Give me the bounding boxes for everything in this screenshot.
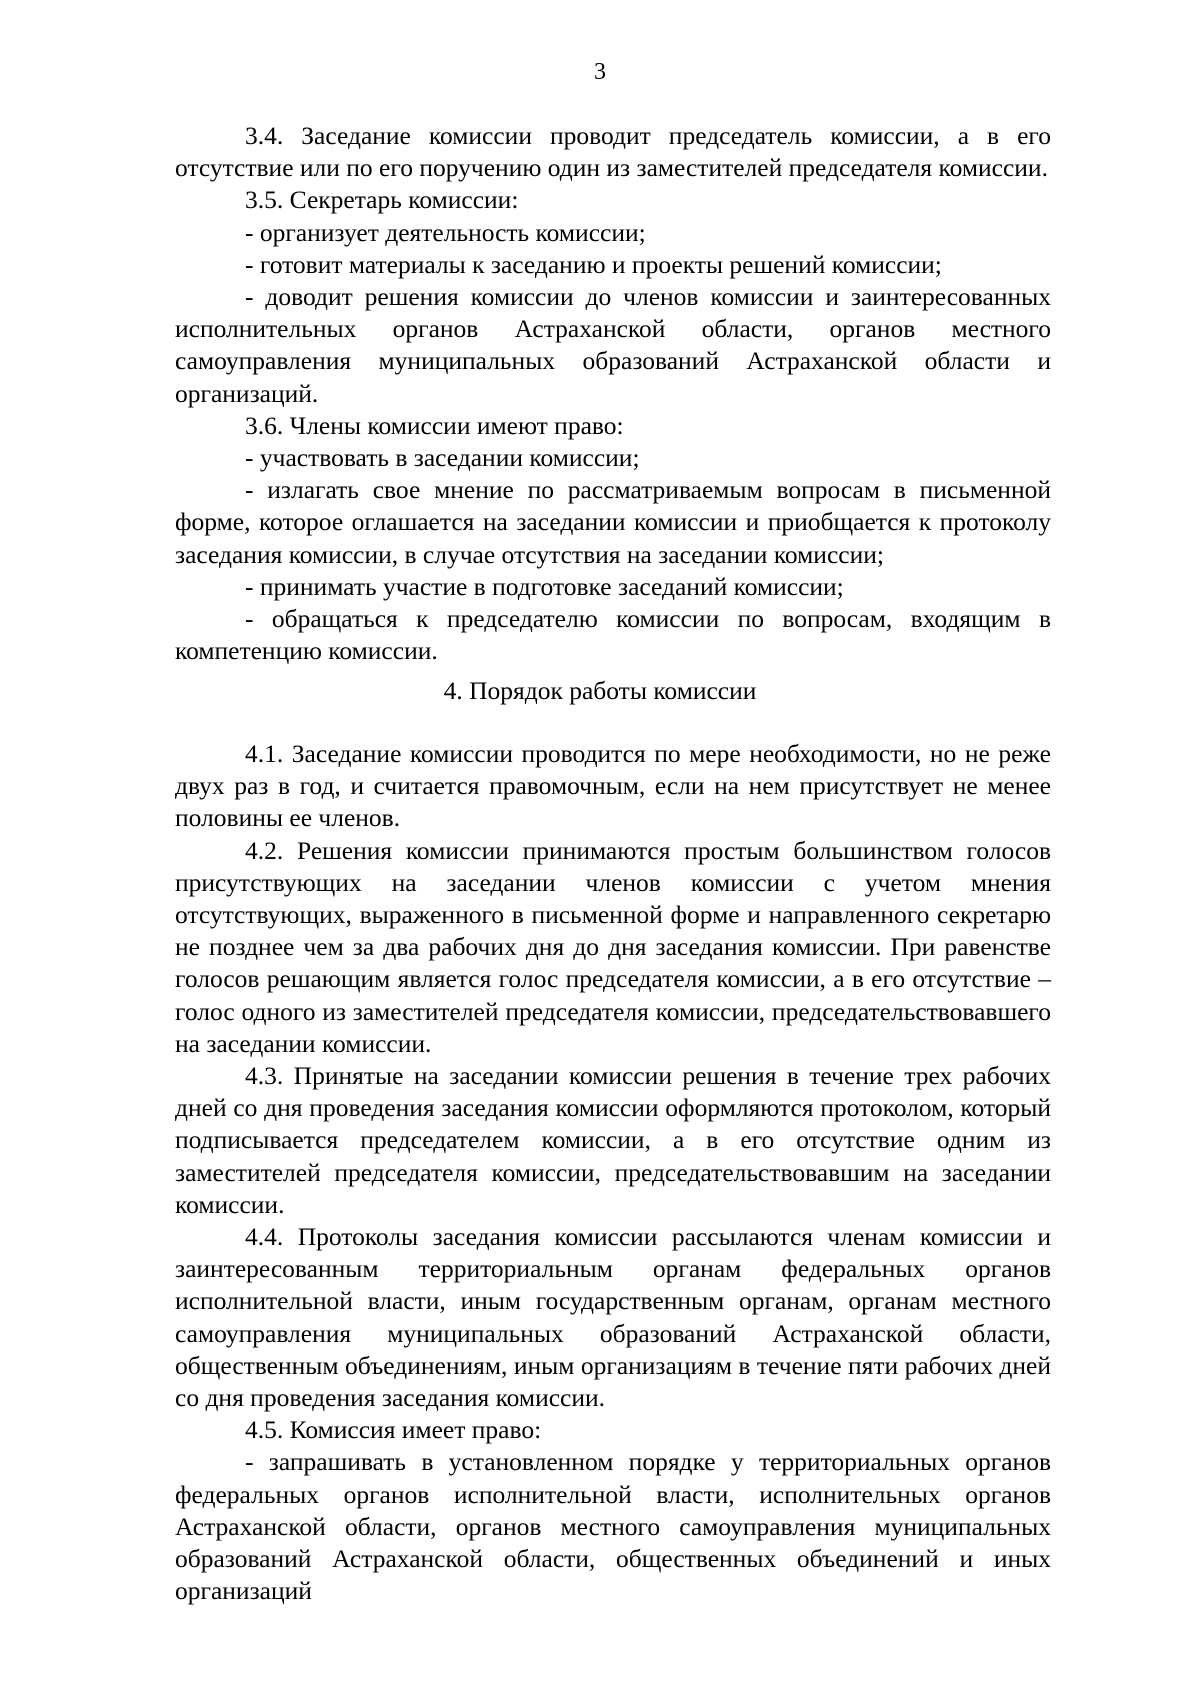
paragraph-3-5: 3.5. Секретарь комиссии: [245, 185, 519, 215]
paragraph-3-6: 3.6. Члены комиссии имеют право: [245, 410, 624, 440]
section-4-body [175, 738, 1051, 1607]
page-number: 3 [594, 59, 606, 85]
list-item-members-participate: - участвовать в заседании комиссии; [245, 443, 640, 473]
section-3-continuation [175, 120, 1051, 667]
paragraph-4-4: 4.4. Протоколы заседания комиссии рассылаются членам комиссии и заинтересованным территориальным органам федеральных органов исполнительной власти, иным государственным органам, органам местного самоуправления муниципальных образований Астраханской области, общественным объединениям, иным организациям в течение пяти рабочих дней со дня проведения заседания комиссии. [175, 1222, 1051, 1413]
paragraph-4-3: 4.3. Принятые на заседании комиссии решения в течение трех рабочих дней со дня проведения заседания комиссии оформляются протоколом, который подписывается председателем комиссии, а в его отсутствие одним из заместителей председателя комиссии, председательствовавшим на заседании комиссии. [175, 1061, 1051, 1219]
paragraph-4-2: 4.2. Решения комиссии принимаются простым большинством голосов присутствующих на заседании членов комиссии с учетом мнения отсутствующих, выраженного в письменной форме и направленного секретарю не позднее чем за два рабочих дня до дня заседания комиссии. При равенстве голосов решающим является голос председателя комиссии, а в его отсутствие – голос одного из заместителей председателя комиссии, председательствовавшего на заседании комиссии. [175, 835, 1051, 1058]
paragraph-3-4: 3.4. Заседание комиссии проводит председатель комиссии, а в его отсутствие или по его поручению один из заместителей председателя комиссии. [175, 121, 1051, 183]
list-item-members-preparation: - принимать участие в подготовке заседаний комиссии; [245, 571, 844, 601]
list-item-commission-request: - запрашивать в установленном порядке у территориальных органов федеральных органов исполнительной власти, исполнительных органов Астраханской области, органов местного самоуправления муниципальных образований Астраханской области, общественных объединений и иных организаций [175, 1447, 1051, 1606]
list-item-secretary-prepares: - готовит материалы к заседанию и проекты решений комиссии; [245, 249, 942, 279]
section-4-heading: 4. Порядок работы комиссии [443, 676, 757, 705]
paragraph-4-1: 4.1. Заседание комиссии проводится по мере необходимости, но не реже двух раз в год, и считается правомочным, если на нем присутствует не менее половины ее членов. [175, 739, 1051, 833]
list-item-members-appeal: - обращаться к председателю комиссии по вопросам, входящим в компетенцию комиссии. [175, 604, 1051, 666]
list-item-secretary-organizes: - организует деятельность комиссии; [245, 217, 646, 247]
paragraph-4-5: 4.5. Комиссия имеет право: [245, 1415, 542, 1445]
list-item-members-opinion: - излагать свое мнение по рассматриваемым вопросам в письменной форме, которое оглашается на заседании комиссии и приобщается к протоколу заседания комиссии, в случае отсутствия на заседании комиссии; [175, 475, 1051, 569]
list-item-secretary-delivers: - доводит решения комиссии до членов комиссии и заинтересованных исполнительных органов Астраханской области, органов местного самоуправления муниципальных образований Астраханской области и организаций. [175, 282, 1051, 408]
